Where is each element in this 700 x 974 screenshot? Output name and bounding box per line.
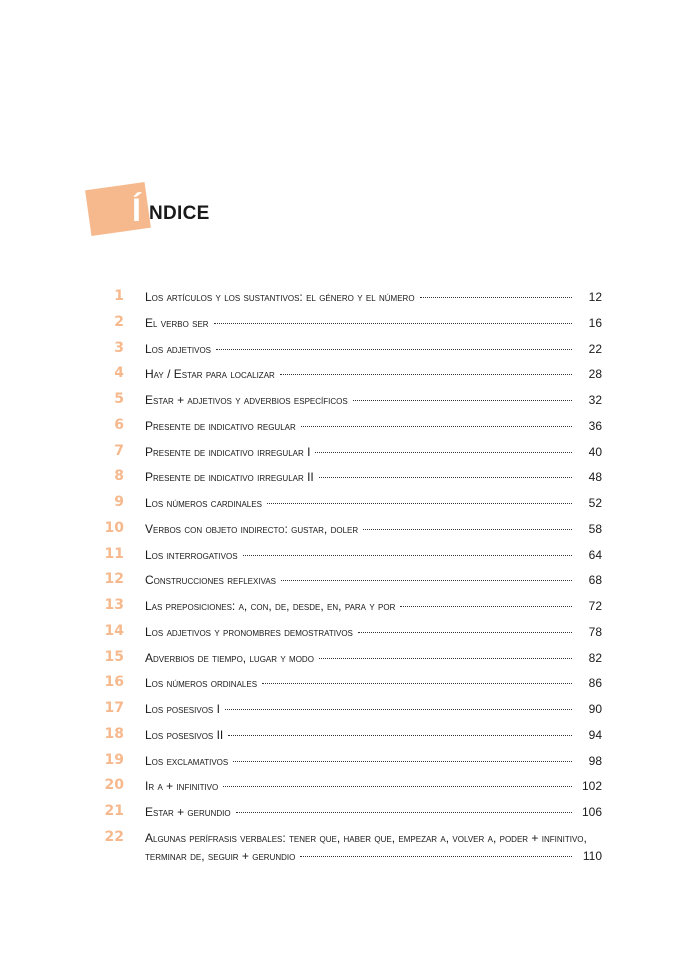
toc-entry-19[interactable] xyxy=(98,750,602,776)
toc-entry-title: Verbos con objeto indirecto: gustar, doler xyxy=(145,521,359,536)
toc-entry-number: 19 xyxy=(104,751,124,768)
toc-entry-page: 78 xyxy=(588,624,602,639)
title-initial-letter: Í xyxy=(132,192,141,228)
toc-entry-title: Presente de indicativo regular xyxy=(145,418,296,433)
toc-entry-title: Los posesivos I xyxy=(145,702,220,716)
toc-entry-number: 9 xyxy=(114,494,124,510)
header-accent-block xyxy=(85,182,151,236)
toc-entry-13[interactable] xyxy=(98,595,602,621)
toc-entry-title: Ir a + infinitivo xyxy=(145,779,219,794)
toc-entry-9[interactable] xyxy=(98,492,602,518)
toc-entry-20[interactable] xyxy=(98,775,602,801)
toc-leader-dots xyxy=(280,373,572,375)
toc-entry-title: Estar + adjetivos y adverbios específicos xyxy=(145,393,348,407)
toc-leader-dots xyxy=(358,631,572,633)
toc-entry-16[interactable] xyxy=(98,672,602,698)
toc-entry-7[interactable] xyxy=(98,441,602,467)
toc-entry-number: 12 xyxy=(104,571,124,588)
toc-entry-22[interactable] xyxy=(98,827,602,869)
toc-entry-page: 106 xyxy=(581,805,602,819)
toc-entry-title: Estar + gerundio xyxy=(145,805,231,819)
toc-entry-page: 32 xyxy=(588,393,602,407)
toc-entry-title: Presente de indicativo irregular II xyxy=(145,470,314,485)
toc-leader-dots xyxy=(420,296,572,298)
toc-entry-5[interactable] xyxy=(98,389,602,415)
toc-entry-number: 17 xyxy=(104,700,124,716)
toc-entry-title: Los números cardinales xyxy=(145,496,262,510)
page-title: NDICE xyxy=(149,203,210,224)
toc-entry-title: Las preposiciones: a, con, de, desde, en, para y por xyxy=(145,599,396,613)
toc-entry-page: 86 xyxy=(588,676,602,691)
toc-leader-dots xyxy=(301,425,572,427)
toc-entry-page: 40 xyxy=(588,444,602,459)
toc-entry-page: 64 xyxy=(588,547,602,562)
toc-entry-17[interactable] xyxy=(98,698,602,724)
toc-entry-21[interactable] xyxy=(98,801,602,827)
toc-entry-title: Los interrogativos xyxy=(145,547,238,562)
toc-entry-page: 98 xyxy=(588,753,602,768)
toc-entry-2[interactable] xyxy=(98,312,602,338)
toc-entry-page: 22 xyxy=(588,341,602,356)
toc-entry-title: Construcciones reflexivas xyxy=(145,573,276,588)
toc-leader-dots xyxy=(267,502,572,504)
toc-leader-dots xyxy=(319,657,572,659)
toc-entry-number: 14 xyxy=(104,622,124,639)
toc-leader-dots xyxy=(363,528,572,530)
toc-entry-number: 10 xyxy=(104,519,124,536)
toc-entry-number: 13 xyxy=(104,597,124,613)
toc-entry-number: 8 xyxy=(114,468,124,485)
toc-entry-page: 68 xyxy=(588,573,602,588)
toc-leader-dots xyxy=(243,554,572,556)
toc-entry-title: Los adjetivos xyxy=(145,341,212,356)
toc-entry-title: Los números ordinales xyxy=(145,676,258,691)
toc-entry-number: 22 xyxy=(104,828,124,845)
toc-leader-dots xyxy=(300,855,572,857)
toc-leader-dots xyxy=(233,760,572,762)
toc-entry-number: 1 xyxy=(114,288,124,304)
toc-entry-number: 18 xyxy=(104,725,124,742)
toc-entry-page: 102 xyxy=(581,779,602,794)
toc-leader-dots xyxy=(236,811,572,813)
toc-entry-title: Presente de indicativo irregular I xyxy=(145,444,311,459)
toc-entry-11[interactable] xyxy=(98,544,602,570)
toc-entry-title: Hay / Estar para localizar xyxy=(145,367,275,382)
toc-leader-dots xyxy=(315,451,572,453)
toc-entry-title: El verbo ser xyxy=(145,315,209,330)
toc-entry-number: 15 xyxy=(104,648,124,665)
toc-entry-number: 2 xyxy=(114,313,124,330)
toc-entry-page: 28 xyxy=(588,367,602,382)
toc-leader-dots xyxy=(225,708,572,710)
toc-entry-10[interactable] xyxy=(98,518,602,544)
toc-leader-dots xyxy=(228,734,572,736)
toc-entry-page: 90 xyxy=(588,702,602,716)
toc-entry-title: Los exclamativos xyxy=(145,753,229,768)
toc-leader-dots xyxy=(262,682,572,684)
toc-entry-page: 58 xyxy=(588,521,602,536)
toc-entry-number: 3 xyxy=(114,339,124,356)
toc-leader-dots xyxy=(214,322,572,324)
toc-entry-number: 20 xyxy=(104,777,124,794)
toc-entry-1[interactable] xyxy=(98,286,602,312)
toc-entry-18[interactable] xyxy=(98,724,602,750)
toc-entry-title-line2: terminar de, seguir + gerundio xyxy=(145,848,296,863)
toc-entry-title: Los artículos y los sustantivos: el género y el número xyxy=(145,290,415,304)
toc-entry-title: Los posesivos II xyxy=(145,727,224,742)
toc-leader-dots xyxy=(400,605,572,607)
toc-entry-6[interactable] xyxy=(98,415,602,441)
toc-leader-dots xyxy=(319,476,572,478)
toc-leader-dots xyxy=(223,785,572,787)
toc-entry-page: 36 xyxy=(588,418,602,433)
toc-entry-page: 12 xyxy=(588,290,602,304)
toc-entry-15[interactable] xyxy=(98,647,602,673)
index-header xyxy=(88,182,248,242)
toc-entry-title: Los adjetivos y pronombres demostrativos xyxy=(145,624,353,639)
toc-entry-4[interactable] xyxy=(98,363,602,389)
toc-entry-number: 7 xyxy=(114,442,124,459)
toc-entry-page: 52 xyxy=(588,496,602,510)
toc-entry-number: 21 xyxy=(104,803,124,819)
toc-entry-number: 16 xyxy=(104,674,124,691)
toc-entry-12[interactable] xyxy=(98,569,602,595)
toc-entry-page: 110 xyxy=(582,848,602,863)
toc-entry-number: 4 xyxy=(114,365,124,382)
table-of-contents xyxy=(98,286,602,869)
toc-entry-number: 11 xyxy=(104,545,124,562)
toc-entry-number: 5 xyxy=(114,391,124,407)
toc-entry-title: Adverbios de tiempo, lugar y modo xyxy=(145,650,314,665)
toc-leader-dots xyxy=(353,399,572,401)
toc-entry-page: 72 xyxy=(588,599,602,613)
toc-entry-14[interactable] xyxy=(98,621,602,647)
toc-entry-8[interactable] xyxy=(98,466,602,492)
toc-leader-dots xyxy=(216,348,572,350)
toc-leader-dots xyxy=(281,579,572,581)
toc-entry-number: 6 xyxy=(114,416,124,433)
toc-entry-page: 16 xyxy=(588,315,602,330)
toc-entry-3[interactable] xyxy=(98,338,602,364)
toc-entry-title-line1: Algunas perífrasis verbales: tener que, haber que, empezar a, volver a, poder + infinitivo, xyxy=(145,830,587,845)
toc-entry-page: 48 xyxy=(588,470,602,485)
toc-entry-page: 82 xyxy=(588,650,602,665)
toc-entry-page: 94 xyxy=(588,727,602,742)
